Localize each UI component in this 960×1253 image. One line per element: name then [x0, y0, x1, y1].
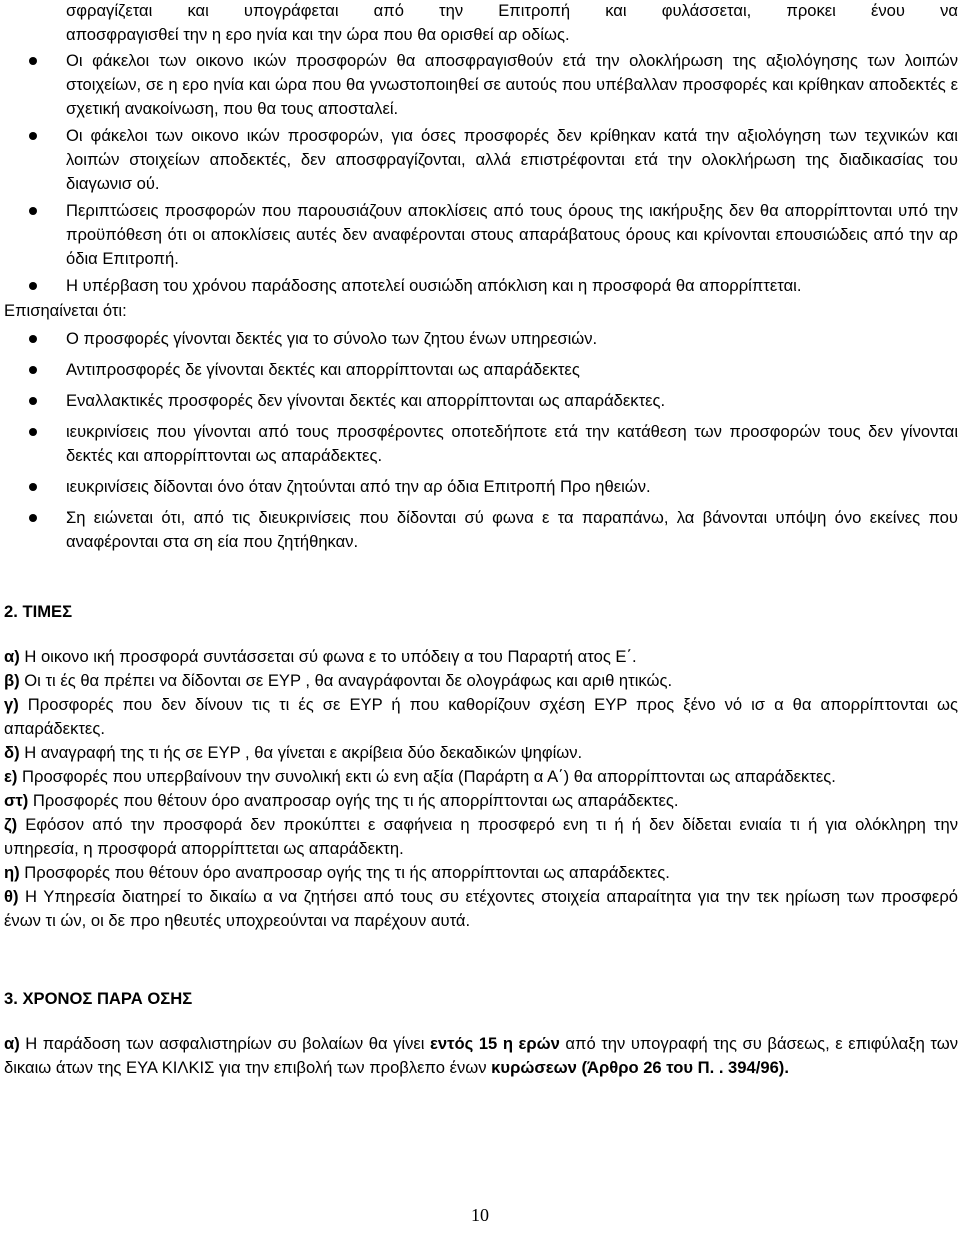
price-item	[4, 741, 958, 765]
bullet-item	[4, 420, 958, 468]
bullet-dot-icon	[29, 397, 37, 405]
bullet-dot-icon	[29, 132, 37, 140]
top-continuation	[66, 0, 958, 47]
top-continuation-line-2: αποσφραγισθεί την η ερο ηνία και την ώρα που θα ορισθεί αρ οδίως.	[66, 25, 570, 44]
item-label: δ)	[4, 743, 20, 762]
price-item	[4, 693, 958, 741]
bullet-dot-icon	[29, 483, 37, 491]
bullet-text: Ο προσφορές γίνονται δεκτές για το σύνολο των ζητου ένων υπηρεσιών.	[66, 329, 598, 348]
bullet-item	[4, 475, 958, 499]
price-item	[4, 645, 958, 669]
bullet-text: Οι φάκελοι των οικονο ικών προσφορών, για όσες προσφορές δεν κρίθηκαν κατά την αξιολόγηση των τεχνικών και λοιπών στοιχείων αποδεκτές, δεν αποσφραγίζονται, αλλά επιστρέφονται ετά την ολοκλήρωση της διαδικασίας του διαγωνισ ού.	[66, 126, 958, 193]
item-label: στ)	[4, 791, 29, 810]
price-item	[4, 669, 958, 693]
bullet-dot-icon	[29, 366, 37, 374]
price-item	[4, 765, 958, 789]
bullet-dot-icon	[29, 335, 37, 343]
bullet-text: ιευκρινίσεις δίδονται όνο όταν ζητούνται από την αρ όδια Επιτροπή Προ ηθειών.	[66, 477, 651, 496]
price-item	[4, 813, 958, 861]
bullet-text: Οι φάκελοι των οικονο ικών προσφορών θα αποσφραγισθούν ετά την ολοκλήρωση της αξιολόγησης των λοιπών στοιχείων, σε η ερο ηνία και ώρα που θα γνωστοποιηθεί σε αυτούς που υπέβαλλαν προσφορές και κρίθηκαν αποδεκτές ε σχετική ανακοίνωση, που θα τους αποσταλεί.	[66, 51, 958, 118]
bullet-item	[4, 327, 958, 351]
bullet-list-opening-procedure	[4, 49, 958, 298]
item-text: Προσφορές που δεν δίνουν τις τι ές σε ΕΥΡ ή που καθορίζουν σχέση ΕΥΡ προς ξένο νό ισ α θα απορρίπτονται ως απαράδεκτες.	[4, 695, 958, 738]
price-item	[4, 789, 958, 813]
price-item	[4, 885, 958, 933]
bullet-text: Η υπέρβαση του χρόνου παράδοσης αποτελεί ουσιώδη απόκλιση και η προσφορά θα απορρίπτεται.	[66, 276, 802, 295]
document-content	[4, 0, 958, 1080]
delivery-text-1: Η παράδοση των ασφαλιστηρίων συ βολαίων θα γίνει	[19, 1034, 431, 1053]
item-label: β)	[4, 671, 20, 690]
bullet-item	[4, 49, 958, 121]
top-continuation-line-1: σφραγίζεται και υπογράφεται από την Επιτροπή και φυλάσσεται, προκει ένου να	[66, 1, 958, 20]
item-label: ζ)	[4, 815, 18, 834]
bullet-dot-icon	[29, 428, 37, 436]
item-text: Προσφορές που θέτουν όρο αναπροσαρ ογής της τι ής απορρίπτονται ως απαράδεκτες.	[28, 791, 679, 810]
also-heading: Επισηαίνεται ότι:	[4, 301, 127, 320]
item-text: Προσφορές που θέτουν όρο αναπροσαρ ογής της τι ής απορρίπτονται ως απαράδεκτες.	[19, 863, 670, 882]
item-label: η)	[4, 863, 20, 882]
delivery-deadline: εντός 15 η ερών	[430, 1034, 560, 1053]
bullet-text: Αντιπροσφορές δε γίνονται δεκτές και απορρίπτονται ως απαράδεκτες	[66, 360, 580, 379]
item-text: Η αναγραφή της τι ής σε ΕΥΡ , θα γίνεται ε ακρίβεια δύο δεκαδικών ψηφίων.	[19, 743, 583, 762]
section-heading-delivery-time: 3. ΧΡΟΝΟΣ ΠΑΡΑ ΟΣΗΣ	[4, 989, 193, 1008]
bullet-dot-icon	[29, 514, 37, 522]
bullet-dot-icon	[29, 57, 37, 65]
section-heading-prices: 2. ΤΙΜΕΣ	[4, 602, 73, 621]
bullet-dot-icon	[29, 207, 37, 215]
bullet-list-notes	[4, 327, 958, 554]
bullet-item	[4, 358, 958, 382]
price-item	[4, 861, 958, 885]
item-text: Η Υπηρεσία διατηρεί το δικαίω α να ζητήσει από τους συ ετέχοντες στοιχεία απαραίτητα για την τεκ ηρίωση των προσφερό ένων τι ών, οι δε προ ηθευτές υποχρεούνται να παρέχουν αυτά.	[4, 887, 958, 930]
bullet-text: ιευκρινίσεις που γίνονται από τους προσφέροντες οποτεδήποτε ετά την κατάθεση των προσφορών τους δεν γίνονται δεκτές και απορρίπτονται ως απαράδεκτες.	[66, 422, 958, 465]
bullet-dot-icon	[29, 282, 37, 290]
delivery-penalties: κυρώσεων (Άρθρο 26 του Π. . 394/96).	[491, 1058, 789, 1077]
item-text: Η οικονο ική προσφορά συντάσσεται σύ φωνα ε το υπόδειγ α του Παραρτή ατος Ε΄.	[19, 647, 637, 666]
bullet-item	[4, 199, 958, 271]
delivery-paragraph	[4, 1032, 958, 1080]
bullet-item	[4, 274, 958, 298]
bullet-item	[4, 124, 958, 196]
item-label: α)	[4, 647, 20, 666]
bullet-item	[4, 389, 958, 413]
section-prices-items	[4, 645, 958, 933]
page-number: 10	[471, 1205, 489, 1225]
delivery-text-2: από την υπογραφή της συ βάσεως, ε επιφύλαξη των δικαιω άτων της ΕΥΑ ΚΙΛΚΙΣ για την επιβολή των προβλεπο ένων	[4, 1034, 958, 1077]
item-label: γ)	[4, 695, 19, 714]
bullet-text: Ση ειώνεται ότι, από τις διευκρινίσεις που δίδονται σύ φωνα ε τα παραπάνω, λα βάνονται υπόψη όνο εκείνες που αναφέρονται στα ση εία που ζητήθηκαν.	[66, 508, 958, 551]
item-label: ε)	[4, 767, 18, 786]
item-label: α)	[4, 1034, 20, 1053]
bullet-text: Περιπτώσεις προσφορών που παρουσιάζουν αποκλίσεις από τους όρους της ιακήρυξης δεν θα απορρίπτονται υπό την προϋπόθεση ότι οι αποκλίσεις αυτές δεν αναφέρονται στους απαράβατους όρους και κρίνονται επουσιώδεις από την αρ όδια Επιτροπή.	[66, 201, 958, 268]
item-text: Εφόσον από την προσφορά δεν προκύπτει ε σαφήνεια η προσφερό ενη τι ή ή δεν δίδεται ενιαία τι ή για ολόκληρη την υπηρεσία, η προσφορά απορρίπτεται ως απαράδεκτη.	[4, 815, 958, 858]
bullet-text: Εναλλακτικές προσφορές δεν γίνονται δεκτές και απορρίπτονται ως απαράδεκτες.	[66, 391, 666, 410]
item-text: Οι τι ές θα πρέπει να δίδονται σε ΕΥΡ , θα αναγράφονται δε ολογράφως και αριθ ητικώς.	[19, 671, 673, 690]
bullet-item	[4, 506, 958, 554]
item-label: θ)	[4, 887, 19, 906]
item-text: Προσφορές που υπερβαίνουν την συνολική εκτι ώ ενη αξία (Παράρτη α Α΄) θα απορρίπτονται ως απαράδεκτες.	[17, 767, 836, 786]
